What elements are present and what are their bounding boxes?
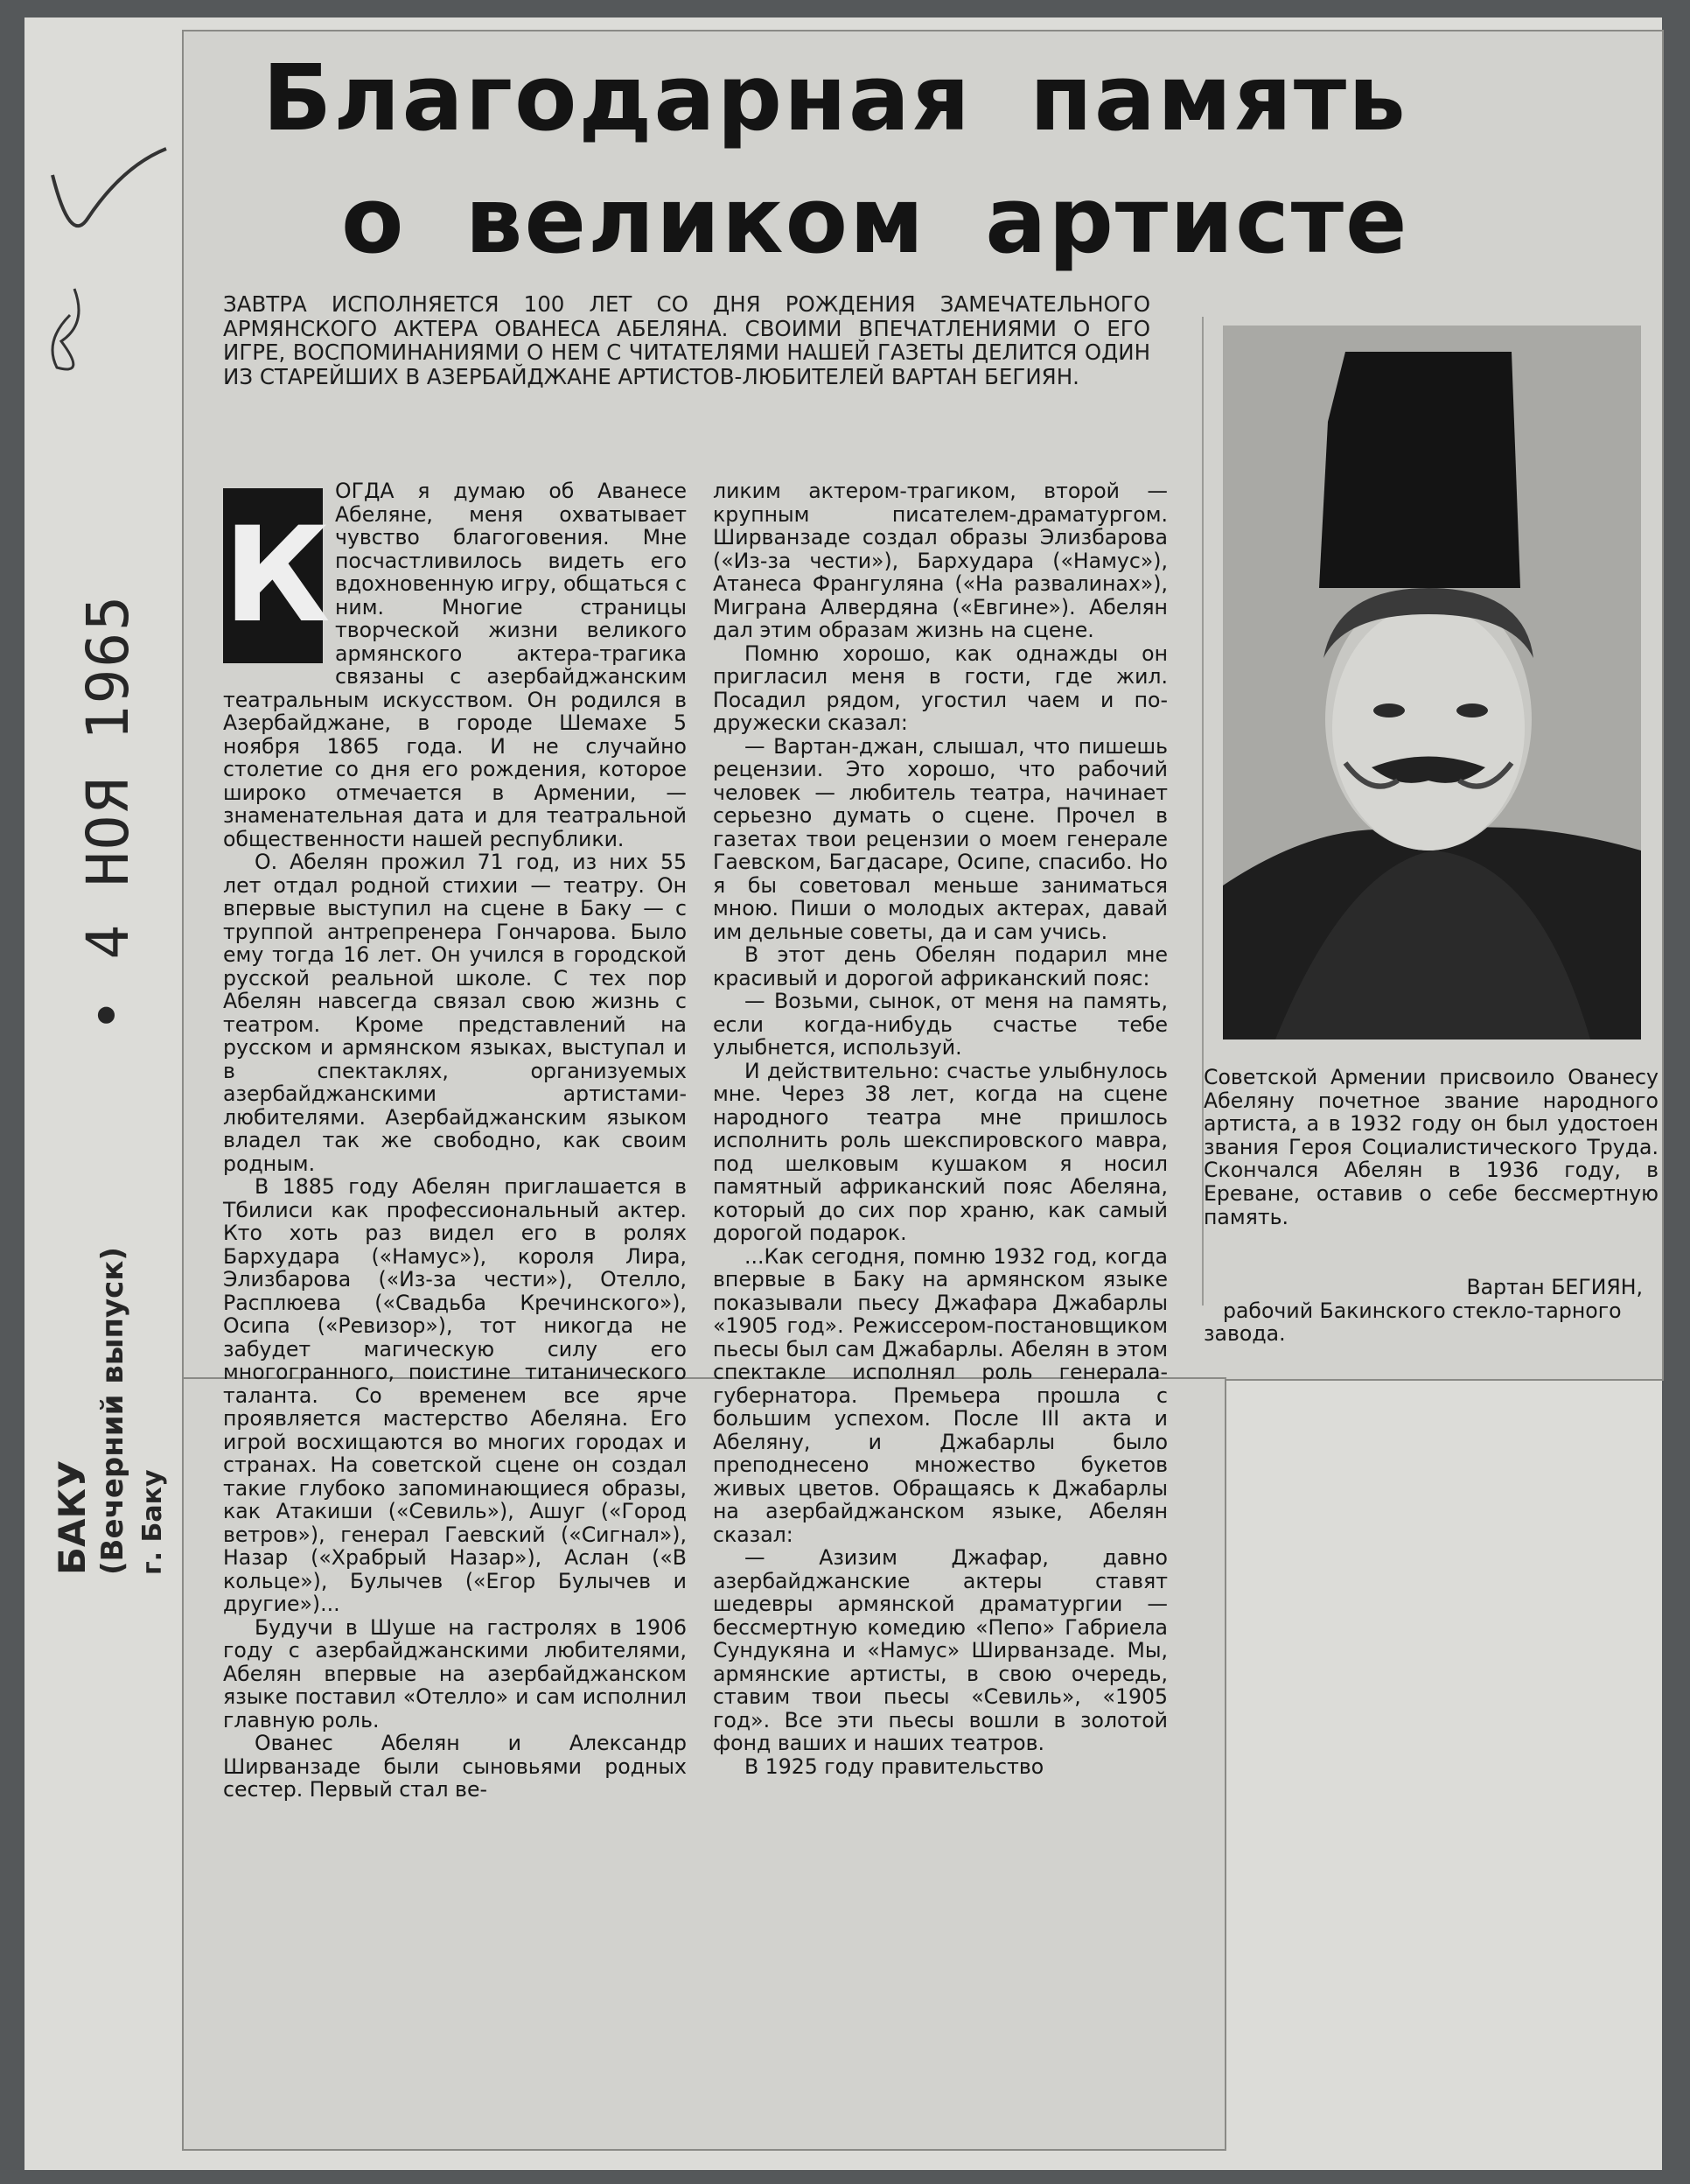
paragraph: И действительно: счастье улыбнулось мне. Через 38 лет, когда на сцене народного театра мне пришлось исполнить роль шекспировского мавра, под шелковым кушаком я носил памятный африканский пояс Абеляна, который до сих пор храню, как самый дорогой подарок. [713,1058,1168,1245]
paragraph: О. Абелян прожил 71 год, из них 55 лет отдал родной стихии — театру. Он впервые выступил на сцене в Баку — с труппой антрепренера Гончарова. Было ему тогда 16 лет. Он учился в городской русской реальной школе. С тех пор Абелян навсегда связал свою жизнь с театром. Кроме представлений на русском и армянском языках, выступал и в спектаклях, организуемых азербайджанскими артистами-любителями. Азербайджанским языком владел так же свободно, как своим родным. [223,850,687,1176]
paragraph: — Азизим Джафар, давно азербайджанские актеры ставят шедевры армянской драматургии — бессмертную комедию «Пепо» Габриела Сундукяна и «Намус» Ширванзаде. Мы, армянские артисты, в свою очередь, ставим твои пьесы «Севиль», «1905 год». Все эти пьесы вошли в золотой фонд ваших и наших театров. [713,1545,1168,1755]
paragraph: В 1885 году Абелян приглашается в Тбилиси как профессиональный актер. Кто хоть раз видел его в ролях Бархудара («Намус»), короля Лира, Элизбарова («Из-за чести»), Отелло, Расплюева («Свадьба Кречинского»), Осипа («Ревизор»), тот никогда не забудет магическую силу его многогранного, поистине титанического таланта. Со временем все ярче проявляется мастерство Абеляна. Его игрой восхищаются во многих городах и странах. На советской сцене он создал такие глубоко запоминающиеся образы, как Атакиши («Севиль»), Ашуг («Город ветров»), генерал Гаевский («Сигнал»), Назар («Храбрый Назар»), Аслан («В кольце»), Булычев («Егор Булычев и другие»)... [223,1174,687,1616]
portrait-photo [1223,326,1641,1040]
paragraph: — Вартан-джан, слышал, что пишешь рецензии. Это хорошо, что рабочий человек — любитель театра, начинает серьезно думать о сцене. Прочел в газетах твои рецензии о моем генерале Гаевском, Багдасаре, Осипе, спасибо. Но я бы советовал меньше заниматься мною. Пиши о молодых актерах, давай им дельные советы, да и сам учись. [713,733,1168,944]
article-column-1 [223,480,687,2160]
paragraph: — Возьми, сынок, от меня на память, если когда-нибудь счастье тебе улыбнется, используй. [713,989,1168,1060]
source-city: БАКУ [51,1460,94,1575]
source-place: г. Баку [137,1469,168,1575]
article-column-2 [713,480,1168,2160]
author-signature [1204,1276,1659,1346]
paragraph: ...Как сегодня, помню 1932 год, когда впервые в Баку на армянском языке показывали пьесу Джафара Джабарлы «1905 год». Режиссером-постановщиком пьесы был сам Джабарлы. Абелян в этом спектакле исполнял роль генерала-губернатора. Премьера прошла с большим успехом. После III акта и Абеляну, и Джабарлы было преподнесено множество букетов живых цветов. Обращаясь к Джабарлы на азербайджанском языке, Абелян сказал: [713,1243,1168,1547]
paragraph: В этот день Обелян подарил мне красивый и дорогой африканский пояс: [713,942,1168,990]
paragraph: ликим актером-трагиком, второй — крупным писателем-драматургом. Ширванзаде создал образы Элизбарова («Из-за чести»), Бархудара («Намус»), Атанеса Франгуляна («На развалинах»), Миграна Алвердяна («Евгине»). Абелян дал этим образам жизнь на сцене. [713,479,1168,642]
source-edition: (Вечерний выпуск) [95,1247,130,1575]
caption-text: Советской Армении присвоило Ованесу Абеляну почетное звание народного артиста, а в 1932 году он был удостоен звания Героя Социалистического Труда. Скончался Абелян в 1936 году, в Ереване, оставив о себе бессмертную память. [1204,1065,1659,1229]
paragraph: Ованес Абелян и Александр Ширванзаде были сыновьями родных сестер. Первый стал ве- [223,1731,687,1802]
headline-line-1: Благодарная память [262,45,1407,151]
paragraph: В 1925 году правительство [744,1754,1044,1779]
pencil-mark-icon [35,114,175,394]
author-name: Вартан БЕГИЯН, [1466,1275,1643,1299]
paragraph: Будучи в Шуше на гастролях в 1906 году с азербайджанскими любителями, Абелян впервые на азербайджанском языке поставил «Отелло» и сам исполнил главную роль. [223,1614,687,1732]
headline-line-2: о великом артисте [341,167,1409,274]
date-stamp: • 4 НОЯ 1965 [74,594,142,1032]
source-stamp [52,1247,173,1575]
paragraph: ОГДА я думаю об Аванесе Абеляне, меня охватывает чувство благоговения. Мне посчастливилось видеть его вдохновенную игру, общаться с ним. Многие страницы творческой жизни великого армянского актера-трагика связаны с азербайджанским театральным искусством. Он родился в Азербайджане, в городе Шемахе 5 ноября 1865 года. И не случайно столетие со дня его рождения, которое широко отмечается в Армении, — знаменательная дата и для театральной общественности нашей республики. [223,479,687,851]
article-lead: ЗАВТРА ИСПОЛНЯЕТСЯ 100 ЛЕТ СО ДНЯ РОЖДЕНИЯ ЗАМЕЧАТЕЛЬНОГО АРМЯНСКОГО АКТЕРА ОВАНЕСА АБЕЛЯНА. СВОИМИ ВПЕЧАТЛЕНИЯМИ О ЕГО ИГРЕ, ВОСПОМИНАНИЯМИ О НЕМ С ЧИТАТЕЛЯМИ НАШЕЙ ГАЗЕТЫ ДЕЛИТСЯ ОДИН ИЗ СТАРЕЙШИХ В АЗЕРБАЙДЖАНЕ АРТИСТОВ-ЛЮБИТЕЛЕЙ ВАРТАН БЕГИЯН. [223,291,1150,389]
dropcap: К [223,488,323,663]
photo-caption [1204,1066,1659,1228]
author-role: рабочий Бакинского стекло-тарного завода. [1204,1298,1622,1347]
paragraph: Помню хорошо, как однажды он пригласил меня в гости, где жил. Посадил рядом, угостил чаем и по-дружески сказал: [713,640,1168,735]
